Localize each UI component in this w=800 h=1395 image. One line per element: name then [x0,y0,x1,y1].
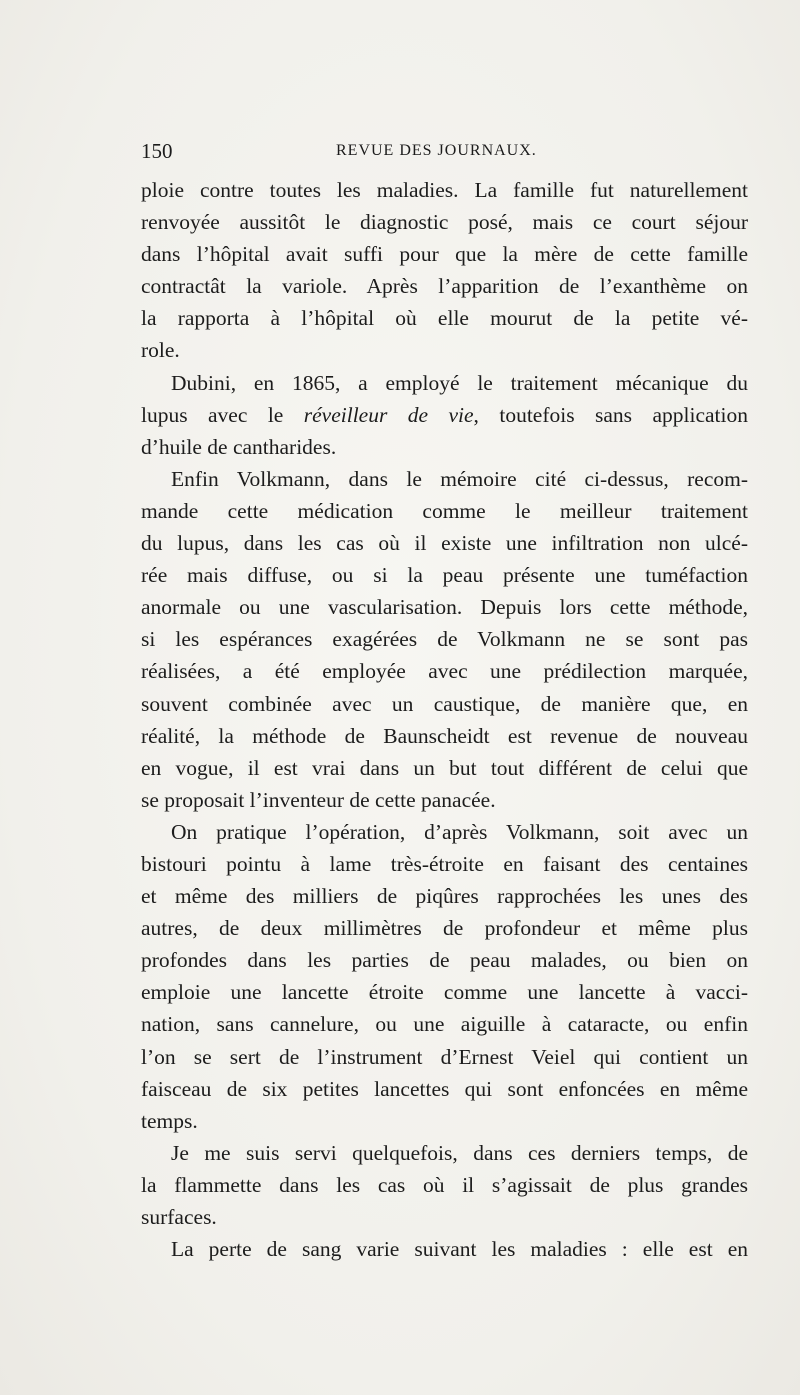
text-line: Dubini, en 1865, a employé le traitement mécanique du [171,370,748,395]
text-line: la flammette dans les cas où il s’agissait de plus grandes [141,1172,748,1197]
text-line: du lupus, dans les cas où il existe une infiltration non ulcé- [141,531,748,556]
text-line: mande cette médication comme le meilleur traitement [141,498,748,523]
text-line: On pratique l’opération, d’après Volkmann, soit avec un [171,819,748,844]
text-line: profondes dans les parties de peau malades, ou bien on [141,948,748,973]
text-line: role. [141,338,180,363]
text-line: ploie contre toutes les maladies. La famille fut naturellement [141,178,748,202]
text-line: d’huile de cantharides. [141,434,337,459]
text-line: renvoyée aussitôt le diagnostic posé, mais ce court séjour [141,210,748,235]
text-line: Je me suis servi quelquefois, dans ces derniers temps, de [171,1140,748,1165]
text-line: et même des milliers de piqûres rapprochées les unes des [141,884,748,909]
text-line: se proposait l’inventeur de cette panacée. [141,787,496,812]
text-line: bistouri pointu à lame très-étroite en faisant des centaines [141,851,748,876]
text-line [141,399,748,431]
italic-term: réveilleur de vie [303,402,474,427]
text-line: la rapporta à l’hôpital où elle mourut de la petite vé- [141,306,748,331]
text-line: en vogue, il est vrai dans un but tout différent de celui que [141,755,748,780]
page-number: 150 [141,139,173,163]
text-line: autres, de deux millimètres de profondeur et même plus [141,916,748,941]
text-line: dans l’hôpital avait suffi pour que la mère de cette famille [141,242,748,267]
text-line: réalité, la méthode de Baunscheidt est revenue de nouveau [141,723,748,748]
text-fragment: lupus avec le [141,402,304,427]
text-line: l’on se sert de l’instrument d’Ernest Veiel qui contient un [141,1044,748,1069]
page-header [141,139,748,167]
text-line: anormale ou une vascularisation. Depuis lors cette méthode, [141,595,748,620]
text-fragment: , toutefois sans application [473,402,748,427]
text-line: souvent combinée avec un caustique, de manière que, en [141,691,748,716]
text-line: La perte de sang varie suivant les maladies : elle est en [171,1237,748,1262]
text-line: Enfin Volkmann, dans le mémoire cité ci-dessus, recom- [171,466,748,491]
running-head: REVUE DES JOURNAUX. [336,142,537,159]
body-text [141,174,748,1265]
text-line: réalisées, a été employée avec une prédilection marquée, [141,659,748,684]
text-line: si les espérances exagérées de Volkmann ne se sont pas [141,627,748,652]
text-line: faisceau de six petites lancettes qui sont enfoncées en même [141,1076,748,1101]
text-line: emploie une lancette étroite comme une lancette à vacci- [141,980,748,1005]
text-line: contractât la variole. Après l’apparition de l’exanthème on [141,274,748,299]
text-line: temps. [141,1108,198,1133]
text-line: rée mais diffuse, ou si la peau présente une tuméfaction [141,563,748,588]
text-line: nation, sans cannelure, ou une aiguille à cataracte, ou enfin [141,1012,748,1037]
text-line: surfaces. [141,1205,217,1229]
